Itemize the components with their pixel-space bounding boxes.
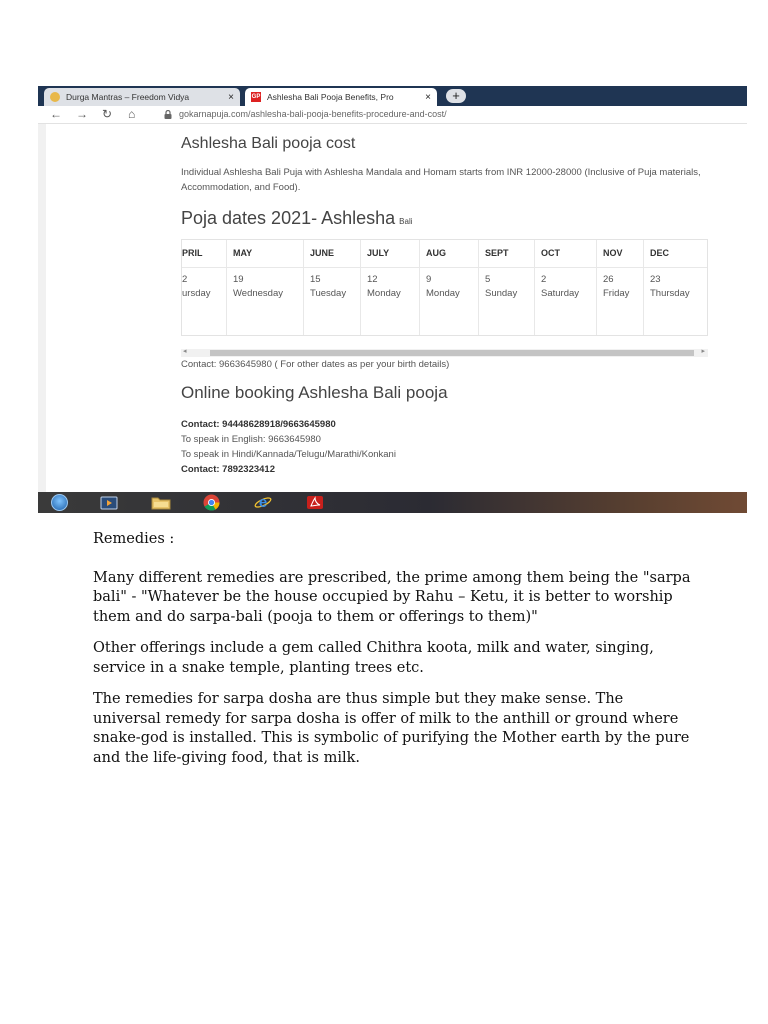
scroll-right-arrow-icon[interactable]: ▸ [701,348,705,355]
month-header: DEC [650,248,670,258]
browser-toolbar [38,106,747,124]
paragraph: Many different remedies are prescribed, the prime among them being the "sarpa bali" - "Whatever be the house occupied by Rahu – Ketu, it is better to worship them and do sarpa-bali (pooja to them or offerings to them)" [93,569,691,625]
lock-icon [164,110,172,119]
windows-taskbar [38,492,747,513]
file-explorer-icon[interactable] [148,494,174,511]
date-number: 2 [541,274,547,285]
date-cell [541,273,579,301]
svg-text:e: e [258,494,268,511]
date-cell [603,273,629,301]
booking-heading: Online booking Ashlesha Bali pooja [181,383,448,402]
dates-heading-small-text: Bali [399,217,413,226]
booking-contact-primary: Contact: 94448628918/9663645980 [181,419,336,430]
cost-paragraph: Individual Ashlesha Bali Puja with Ashlesha Mandala and Homam starts from INR 12000-28000 (Inclusive of Puja materials, Accommodation, and Food). [181,167,701,193]
paragraph: The remedies for sarpa dosha are thus simple but they make sense. The universal remedy for sarpa dosha is offer of milk to the anthill or ground where snake-god is installed. This is symbolic of purifying the Mother earth by the pure and the life-giving food, that is milk. [93,691,690,766]
header-divider [644,267,708,268]
month-header: SEPT [485,248,509,258]
date-cell [650,273,690,301]
header-divider [535,267,596,268]
weekday: Sunday [485,288,518,299]
media-player-icon[interactable] [96,494,122,511]
date-number: 15 [310,274,321,285]
weekday: Tuesday [310,288,347,299]
table-column [644,240,708,336]
table-column [420,240,479,336]
address-bar[interactable]: gokarnapuja.com/ashlesha-bali-pooja-benefits-procedure-and-cost/ [179,109,447,119]
moon-favicon-icon [50,92,60,102]
booking-other-languages-line: To speak in Hindi/Kannada/Telugu/Marathi/Konkani [181,449,396,460]
booking-details [181,417,396,477]
back-arrow-icon[interactable]: ← [50,107,62,121]
header-divider [304,267,360,268]
date-cell [233,273,283,301]
weekday: Monday [367,288,401,299]
browser-tab-durga-mantras[interactable] [44,88,240,106]
weekday: Friday [603,288,630,299]
table-horizontal-scrollbar[interactable] [181,349,708,357]
dates-heading-text: Poja dates 2021- Ashlesha [181,208,396,228]
document-body [93,530,693,780]
new-tab-button[interactable]: + [446,89,466,103]
table-column [361,240,420,336]
month-header: NOV [603,248,623,258]
forward-arrow-icon[interactable]: → [76,107,88,121]
table-column [181,240,227,336]
page-left-gutter [38,124,46,492]
contact-line: Contact: 9663645980 ( For other dates as per your birth details) [181,359,450,370]
weekday: Monday [426,288,460,299]
scrollbar-thumb[interactable] [210,350,694,356]
month-header: JUNE [310,248,335,258]
date-cell [367,273,401,301]
date-cell [485,273,517,301]
table-column [227,240,304,336]
header-divider [227,267,303,268]
chrome-icon[interactable] [198,494,224,511]
table-column [479,240,535,336]
booking-contact-secondary: Contact: 7892323412 [181,464,275,475]
start-orb-icon[interactable] [46,494,72,511]
date-number: 9 [426,274,432,285]
date-number: 26 [603,274,614,285]
home-icon[interactable]: ⌂ [128,107,136,121]
date-number: 19 [233,274,244,285]
tab-label: Ashlesha Bali Pooja Benefits, Pro [267,92,394,102]
close-icon[interactable]: × [228,91,234,103]
date-number: 5 [485,274,491,285]
header-divider [181,267,226,268]
pooja-dates-table [181,239,708,336]
gokarna-favicon-icon: GP [251,94,261,100]
table-column [304,240,361,336]
browser-tab-ashlesha-bali[interactable] [245,88,437,106]
month-header: AUG [426,248,446,258]
weekday: Thursday [650,288,690,299]
booking-english-line: To speak in English: 9663645980 [181,434,321,445]
dates-heading [181,208,413,229]
header-divider [597,267,643,268]
date-cell [310,273,346,301]
header-divider [361,267,419,268]
tab-label: Durga Mantras – Freedom Vidya [66,92,190,102]
table-column [597,240,644,336]
date-number: 23 [650,274,661,285]
section-title: Remedies : [93,531,175,547]
month-header: PRIL [182,248,203,258]
table-column [535,240,597,336]
date-cell [426,273,460,301]
browser-tab-bar [38,86,747,106]
date-number: 2 [182,274,188,285]
paragraph: Other offerings include a gem called Chithra koota, milk and water, singing, service in a snake temple, planting trees etc. [93,640,654,676]
header-divider [420,267,478,268]
date-number: 12 [367,274,378,285]
embedded-browser-screenshot [38,86,747,513]
weekday: Wednesday [233,288,283,299]
close-icon[interactable]: × [425,91,431,103]
weekday: ursday [182,288,211,299]
pdf-reader-icon[interactable] [302,494,328,511]
scroll-left-arrow-icon[interactable]: ◂ [183,348,187,355]
month-header: JULY [367,248,390,258]
header-divider [479,267,534,268]
month-header: MAY [233,248,253,258]
internet-explorer-icon[interactable] [250,494,276,511]
date-cell [182,273,211,301]
web-page-content [38,124,747,492]
weekday: Saturday [541,288,580,299]
reload-icon[interactable]: ↻ [102,107,113,121]
month-header: OCT [541,248,560,258]
cost-heading: Ashlesha Bali pooja cost [181,135,356,152]
